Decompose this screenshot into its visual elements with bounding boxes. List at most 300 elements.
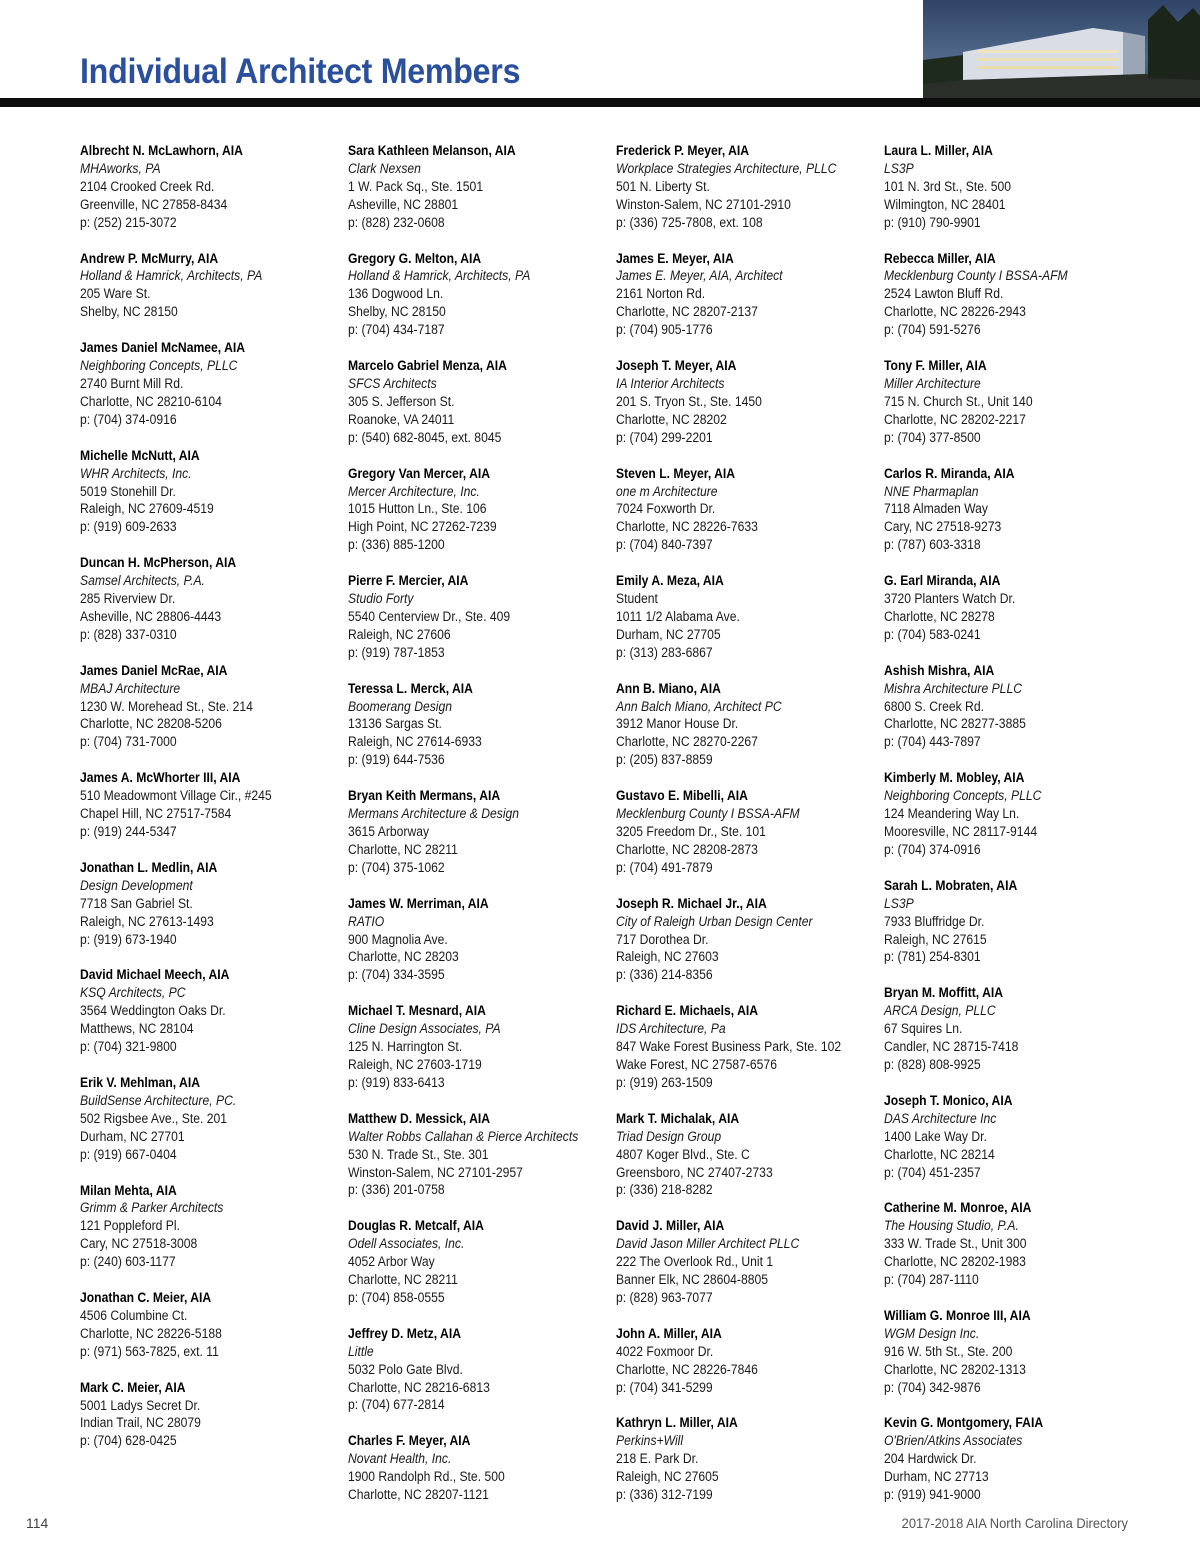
member-entry xyxy=(80,1074,342,1164)
member-name: David Michael Meech, AIA xyxy=(80,967,230,983)
member-firm: Neighboring Concepts, PLLC xyxy=(80,358,238,374)
member-address-line: Raleigh, NC 27609-4519 xyxy=(80,501,214,517)
member-entry xyxy=(884,1307,1146,1397)
member-address-line: Charlotte, NC 28211 xyxy=(348,1272,458,1288)
member-entry xyxy=(80,554,342,644)
member-firm: Miller Architecture xyxy=(884,375,981,391)
member-entry xyxy=(348,1432,610,1504)
member-name: James E. Meyer, AIA xyxy=(616,250,734,266)
member-name: Ann B. Miano, AIA xyxy=(616,680,721,696)
directory-column-2 xyxy=(348,142,610,1522)
member-address-line: 1400 Lake Way Dr. xyxy=(884,1128,987,1144)
member-phone: p: (704) 287-1110 xyxy=(884,1272,979,1288)
member-firm: RATIO xyxy=(348,913,385,929)
member-phone: p: (704) 491-7879 xyxy=(616,859,713,875)
building-photo xyxy=(921,0,1200,98)
member-phone: p: (919) 787-1853 xyxy=(348,644,445,660)
member-entry xyxy=(884,250,1146,340)
member-address-line: 3912 Manor House Dr. xyxy=(616,716,739,732)
member-entry xyxy=(80,859,342,949)
member-phone: p: (336) 725-7808, ext. 108 xyxy=(616,214,763,230)
member-name: Michael T. Mesnard, AIA xyxy=(348,1003,486,1019)
member-entry xyxy=(80,250,342,322)
member-address-line: Chapel Hill, NC 27517-7584 xyxy=(80,806,232,822)
member-address-line: Matthews, NC 28104 xyxy=(80,1021,194,1037)
member-name: Jeffrey D. Metz, AIA xyxy=(348,1325,461,1341)
member-name: Joseph T. Meyer, AIA xyxy=(616,358,737,374)
member-phone: p: (828) 963-7077 xyxy=(616,1289,713,1305)
member-phone: p: (828) 808-9925 xyxy=(884,1056,981,1072)
member-address-line: 3564 Weddington Oaks Dr. xyxy=(80,1003,226,1019)
member-phone: p: (704) 451-2357 xyxy=(884,1164,981,1180)
member-address-line: Charlotte, NC 28208-2873 xyxy=(616,841,758,857)
member-address-line: Wake Forest, NC 27587-6576 xyxy=(616,1056,777,1072)
member-entry xyxy=(80,1379,342,1451)
member-phone: p: (919) 644-7536 xyxy=(348,752,445,768)
building-photo-icon xyxy=(923,0,1200,98)
member-name: James W. Merriman, AIA xyxy=(348,895,489,911)
member-firm: Holland & Hamrick, Architects, PA xyxy=(80,268,263,284)
member-address-line: 1900 Randolph Rd., Ste. 500 xyxy=(348,1469,505,1485)
member-address-line: Charlotte, NC 28207-1121 xyxy=(348,1487,489,1503)
member-address-line: Indian Trail, NC 28079 xyxy=(80,1415,201,1431)
member-name: John A. Miller, AIA xyxy=(616,1325,722,1341)
member-firm: Little xyxy=(348,1343,374,1359)
member-phone: p: (252) 215-3072 xyxy=(80,214,177,230)
member-address-line: 847 Wake Forest Business Park, Ste. 102 xyxy=(616,1039,842,1055)
member-phone: p: (919) 244-5347 xyxy=(80,824,177,839)
member-name: Gustavo E. Mibelli, AIA xyxy=(616,788,748,804)
member-phone: p: (704) 434-7187 xyxy=(348,322,445,338)
member-address-line: 4052 Arbor Way xyxy=(348,1254,435,1270)
member-name: Joseph T. Monico, AIA xyxy=(884,1092,1013,1108)
directory-column-4 xyxy=(884,142,1146,1522)
header-rule xyxy=(0,98,1200,107)
member-name: Richard E. Michaels, AIA xyxy=(616,1003,759,1019)
member-firm: Perkins+Will xyxy=(616,1433,684,1449)
member-entry xyxy=(616,357,878,447)
member-phone: p: (828) 232-0608 xyxy=(348,214,445,230)
member-name: Kimberly M. Mobley, AIA xyxy=(884,770,1025,786)
member-phone: p: (205) 837-8859 xyxy=(616,752,713,768)
member-phone: p: (336) 218-8282 xyxy=(616,1182,713,1198)
member-name: Charles F. Meyer, AIA xyxy=(348,1433,471,1449)
member-address-line: 510 Meadowmont Village Cir., #245 xyxy=(80,788,272,804)
member-name: G. Earl Miranda, AIA xyxy=(884,573,1001,589)
member-firm: Samsel Architects, P.A. xyxy=(80,573,205,589)
member-entry xyxy=(80,662,342,752)
member-address-line: 5540 Centerview Dr., Ste. 409 xyxy=(348,608,511,624)
member-name: Steven L. Meyer, AIA xyxy=(616,465,736,481)
member-name: Matthew D. Messick, AIA xyxy=(348,1110,491,1126)
member-phone: p: (704) 628-0425 xyxy=(80,1433,177,1449)
member-phone: p: (704) 341-5299 xyxy=(616,1379,713,1395)
member-address-line: 5019 Stonehill Dr. xyxy=(80,483,176,499)
member-address-line: 125 N. Harrington St. xyxy=(348,1039,463,1055)
member-name: Teressa L. Merck, AIA xyxy=(348,680,473,696)
member-address-line: Mooresville, NC 28117-9144 xyxy=(884,824,1038,839)
member-address-line: Durham, NC 27701 xyxy=(80,1128,185,1144)
member-firm: Mercer Architecture, Inc. xyxy=(348,483,480,499)
member-name: Pierre F. Mercier, AIA xyxy=(348,573,469,589)
member-firm: one m Architecture xyxy=(616,483,718,499)
member-name: Bryan Keith Mermans, AIA xyxy=(348,788,501,804)
member-name: James Daniel McNamee, AIA xyxy=(80,340,246,356)
page-header xyxy=(0,0,1200,110)
member-address-line: Charlotte, NC 28202-2217 xyxy=(884,411,1026,427)
member-phone: p: (704) 321-9800 xyxy=(80,1039,177,1055)
member-entry xyxy=(884,769,1146,859)
member-firm: David Jason Miller Architect PLLC xyxy=(616,1236,800,1252)
member-address-line: 13136 Sargas St. xyxy=(348,716,442,732)
member-entry xyxy=(616,1414,878,1504)
member-firm: The Housing Studio, P.A. xyxy=(884,1218,1019,1234)
member-address-line: 502 Rigsbee Ave., Ste. 201 xyxy=(80,1110,228,1126)
member-entry xyxy=(884,984,1146,1074)
member-name: Bryan M. Moffitt, AIA xyxy=(884,985,1004,1001)
member-entry xyxy=(348,787,610,877)
member-firm: Holland & Hamrick, Architects, PA xyxy=(348,268,531,284)
member-address-line: 7118 Almaden Way xyxy=(884,501,989,517)
member-address-line: 136 Dogwood Ln. xyxy=(348,286,444,302)
member-address-line: Charlotte, NC 28277-3885 xyxy=(884,716,1026,732)
member-entry xyxy=(348,572,610,662)
member-entry xyxy=(884,1199,1146,1289)
member-phone: p: (336) 885-1200 xyxy=(348,537,445,553)
member-address-line: Charlotte, NC 28226-2943 xyxy=(884,304,1026,320)
member-entry xyxy=(348,465,610,555)
member-name: Albrecht N. McLawhorn, AIA xyxy=(80,143,243,158)
member-firm: O'Brien/Atkins Associates xyxy=(884,1433,1023,1449)
member-address-line: Shelby, NC 28150 xyxy=(80,304,178,320)
member-address-line: Greensboro, NC 27407-2733 xyxy=(616,1164,773,1180)
member-phone: p: (919) 833-6413 xyxy=(348,1074,445,1090)
member-phone: p: (704) 591-5276 xyxy=(884,322,981,338)
member-address-line: Asheville, NC 28806-4443 xyxy=(80,608,222,624)
member-entry xyxy=(348,680,610,770)
member-entry xyxy=(616,465,878,555)
member-address-line: 2740 Burnt Mill Rd. xyxy=(80,375,184,391)
member-firm: Workplace Strategies Architecture, PLLC xyxy=(616,160,837,176)
member-phone: p: (336) 214-8356 xyxy=(616,967,713,983)
member-address-line: 3205 Freedom Dr., Ste. 101 xyxy=(616,824,766,839)
member-name: Kathryn L. Miller, AIA xyxy=(616,1415,738,1431)
member-firm: IDS Architecture, Pa xyxy=(616,1021,726,1037)
member-address-line: Charlotte, NC 28278 xyxy=(884,608,995,624)
member-firm: Mishra Architecture PLLC xyxy=(884,680,1022,696)
member-entry xyxy=(80,339,342,429)
member-address-line: 205 Ware St. xyxy=(80,286,151,302)
member-address-line: Cary, NC 27518-3008 xyxy=(80,1236,198,1252)
member-firm: NNE Pharmaplan xyxy=(884,483,979,499)
member-address-line: 222 The Overlook Rd., Unit 1 xyxy=(616,1254,774,1270)
member-entry xyxy=(80,966,342,1056)
member-firm: Mecklenburg County I BSSA-AFM xyxy=(616,806,800,822)
member-address-line: Asheville, NC 28801 xyxy=(348,196,459,212)
member-address-line: Charlotte, NC 28214 xyxy=(884,1146,995,1162)
member-entry xyxy=(884,877,1146,967)
member-firm: Boomerang Design xyxy=(348,698,453,714)
member-address-line: Charlotte, NC 28202-1313 xyxy=(884,1361,1026,1377)
member-address-line: Raleigh, NC 27603 xyxy=(616,949,719,965)
member-phone: p: (240) 603-1177 xyxy=(80,1254,176,1270)
member-address-line: 7024 Foxworth Dr. xyxy=(616,501,716,517)
member-address-line: Raleigh, NC 27603-1719 xyxy=(348,1056,482,1072)
member-phone: p: (704) 583-0241 xyxy=(884,626,981,642)
member-name: Michelle McNutt, AIA xyxy=(80,447,200,463)
member-phone: p: (910) 790-9901 xyxy=(884,214,981,230)
member-phone: p: (704) 342-9876 xyxy=(884,1379,981,1395)
member-address-line: Raleigh, NC 27606 xyxy=(348,626,451,642)
member-phone: p: (704) 374-0916 xyxy=(80,411,177,427)
member-address-line: 204 Hardwick Dr. xyxy=(884,1451,977,1467)
member-firm: WGM Design Inc. xyxy=(884,1325,980,1341)
member-name: Joseph R. Michael Jr., AIA xyxy=(616,895,767,911)
member-name: Sara Kathleen Melanson, AIA xyxy=(348,143,516,158)
member-name: Duncan H. McPherson, AIA xyxy=(80,555,237,571)
member-address-line: 715 N. Church St., Unit 140 xyxy=(884,393,1033,409)
member-address-line: 285 Riverview Dr. xyxy=(80,591,176,607)
member-name: Mark T. Michalak, AIA xyxy=(616,1110,740,1126)
member-entry xyxy=(884,662,1146,752)
member-entry xyxy=(348,1325,610,1415)
member-firm: Design Development xyxy=(80,877,193,893)
member-address-line: Shelby, NC 28150 xyxy=(348,304,446,320)
member-address-line: 900 Magnolia Ave. xyxy=(348,931,448,947)
member-name: Rebecca Miller, AIA xyxy=(884,250,996,266)
member-address-line: 530 N. Trade St., Ste. 301 xyxy=(348,1146,489,1162)
member-address-line: Charlotte, NC 28226-5188 xyxy=(80,1325,222,1341)
member-firm: KSQ Architects, PC xyxy=(80,985,186,1001)
member-address-line: Charlotte, NC 28270-2267 xyxy=(616,734,758,750)
member-phone: p: (919) 673-1940 xyxy=(80,931,177,947)
member-address-line: 7933 Bluffridge Dr. xyxy=(884,913,985,929)
member-name: Marcelo Gabriel Menza, AIA xyxy=(348,358,507,374)
member-firm: Walter Robbs Callahan & Pierce Architects xyxy=(348,1128,579,1144)
member-phone: p: (919) 609-2633 xyxy=(80,519,177,535)
member-phone: p: (704) 375-1062 xyxy=(348,859,445,875)
member-entry xyxy=(616,250,878,340)
member-address-line: Durham, NC 27713 xyxy=(884,1469,989,1485)
member-entry xyxy=(616,895,878,985)
member-entry xyxy=(348,250,610,340)
member-entry xyxy=(80,1182,342,1272)
member-phone: p: (313) 283-6867 xyxy=(616,644,713,660)
member-address-line: Charlotte, NC 28202-1983 xyxy=(884,1254,1026,1270)
member-firm: Novant Health, Inc. xyxy=(348,1451,452,1467)
member-address-line: Durham, NC 27705 xyxy=(616,626,721,642)
member-entry xyxy=(348,1217,610,1307)
member-name: Jonathan L. Medlin, AIA xyxy=(80,859,218,875)
member-phone: p: (919) 263-1509 xyxy=(616,1074,713,1090)
member-address-line: Charlotte, NC 28207-2137 xyxy=(616,304,758,320)
member-firm: Grimm & Parker Architects xyxy=(80,1200,224,1216)
member-address-line: Charlotte, NC 28202 xyxy=(616,411,727,427)
member-address-line: 3615 Arborway xyxy=(348,824,430,839)
directory-column-1 xyxy=(80,142,342,1468)
member-entry xyxy=(348,1002,610,1092)
member-phone: p: (704) 731-7000 xyxy=(80,734,177,750)
member-firm: SFCS Architects xyxy=(348,375,437,391)
member-phone: p: (704) 334-3595 xyxy=(348,967,445,983)
member-address-line: 5032 Polo Gate Blvd. xyxy=(348,1361,463,1377)
member-address-line: Charlotte, NC 28226-7633 xyxy=(616,519,758,535)
member-name: William G. Monroe III, AIA xyxy=(884,1307,1031,1323)
member-address-line: Roanoke, VA 24011 xyxy=(348,411,455,427)
member-name: Ashish Mishra, AIA xyxy=(884,662,995,678)
member-entry xyxy=(80,142,342,232)
member-address-line: 1011 1/2 Alabama Ave. xyxy=(616,608,740,624)
member-firm: Neighboring Concepts, PLLC xyxy=(884,788,1042,804)
member-address-line: 717 Dorothea Dr. xyxy=(616,931,709,947)
member-address-line: 1230 W. Morehead St., Ste. 214 xyxy=(80,698,253,714)
member-name: Jonathan C. Meier, AIA xyxy=(80,1290,212,1306)
member-address-line: Charlotte, NC 28211 xyxy=(348,841,458,857)
member-firm: ARCA Design, PLLC xyxy=(884,1003,996,1019)
member-firm: BuildSense Architecture, PC. xyxy=(80,1092,237,1108)
member-firm: LS3P xyxy=(884,160,914,176)
member-address-line: 1015 Hutton Ln., Ste. 106 xyxy=(348,501,487,517)
member-firm: City of Raleigh Urban Design Center xyxy=(616,913,813,929)
member-address-line: Raleigh, NC 27615 xyxy=(884,931,987,947)
member-name: Frederick P. Meyer, AIA xyxy=(616,143,750,158)
member-name: Erik V. Mehlman, AIA xyxy=(80,1074,200,1090)
page-number: 114 xyxy=(26,1515,49,1531)
member-phone: p: (704) 299-2201 xyxy=(616,429,713,445)
member-firm: MHAworks, PA xyxy=(80,160,161,176)
page-title: Individual Architect Members xyxy=(80,52,521,91)
member-address-line: 101 N. 3rd St., Ste. 500 xyxy=(884,178,1011,194)
member-firm: Odell Associates, Inc. xyxy=(348,1236,465,1252)
member-address-line: Winston-Salem, NC 27101-2910 xyxy=(616,196,791,212)
member-name: Gregory Van Mercer, AIA xyxy=(348,465,491,481)
member-address-line: 916 W. 5th St., Ste. 200 xyxy=(884,1343,1013,1359)
member-phone: p: (540) 682-8045, ext. 8045 xyxy=(348,429,502,445)
member-address-line: Banner Elk, NC 28604-8805 xyxy=(616,1272,768,1288)
member-entry xyxy=(884,142,1146,232)
member-phone: p: (704) 858-0555 xyxy=(348,1289,445,1305)
member-entry xyxy=(348,357,610,447)
member-entry xyxy=(616,1217,878,1307)
member-address-line: 201 S. Tryon St., Ste. 1450 xyxy=(616,393,762,409)
member-address-line: 2524 Lawton Bluff Rd. xyxy=(884,286,1004,302)
member-phone: p: (704) 905-1776 xyxy=(616,322,713,338)
member-name: Carlos R. Miranda, AIA xyxy=(884,465,1015,481)
member-entry xyxy=(348,1110,610,1200)
member-address-line: 333 W. Trade St., Unit 300 xyxy=(884,1236,1027,1252)
member-firm: DAS Architecture Inc xyxy=(884,1110,997,1126)
member-phone: p: (787) 603-3318 xyxy=(884,537,981,553)
member-address-line: 3720 Planters Watch Dr. xyxy=(884,591,1016,607)
member-address-line: Charlotte, NC 28208-5206 xyxy=(80,716,222,732)
member-entry xyxy=(884,572,1146,644)
member-address-line: 1 W. Pack Sq., Ste. 1501 xyxy=(348,178,484,194)
member-name: Mark C. Meier, AIA xyxy=(80,1379,186,1395)
member-address-line: Candler, NC 28715-7418 xyxy=(884,1039,1019,1055)
member-address-line: 124 Meandering Way Ln. xyxy=(884,806,1020,822)
member-address-line: High Point, NC 27262-7239 xyxy=(348,519,497,535)
member-address-line: Raleigh, NC 27613-1493 xyxy=(80,913,214,929)
member-address-line: Charlotte, NC 28210-6104 xyxy=(80,393,222,409)
member-address-line: 4807 Koger Blvd., Ste. C xyxy=(616,1146,750,1162)
member-name: James Daniel McRae, AIA xyxy=(80,662,228,678)
member-entry xyxy=(616,680,878,770)
member-firm: WHR Architects, Inc. xyxy=(80,465,192,481)
member-address-line: Student xyxy=(616,591,658,607)
member-phone: p: (704) 840-7397 xyxy=(616,537,713,553)
member-address-line: Charlotte, NC 28203 xyxy=(348,949,459,965)
member-entry xyxy=(616,572,878,662)
member-entry xyxy=(616,787,878,877)
member-phone: p: (781) 254-8301 xyxy=(884,949,981,965)
member-entry xyxy=(616,142,878,232)
member-phone: p: (919) 941-9000 xyxy=(884,1487,981,1503)
member-phone: p: (971) 563-7825, ext. 11 xyxy=(80,1343,219,1359)
member-name: Tony F. Miller, AIA xyxy=(884,358,987,374)
member-name: David J. Miller, AIA xyxy=(616,1218,725,1234)
member-address-line: Charlotte, NC 28226-7846 xyxy=(616,1361,758,1377)
member-address-line: 121 Poppleford Pl. xyxy=(80,1218,180,1234)
member-firm: Mecklenburg County I BSSA-AFM xyxy=(884,268,1068,284)
member-address-line: Raleigh, NC 27614-6933 xyxy=(348,734,482,750)
member-entry xyxy=(884,465,1146,555)
member-name: Milan Mehta, AIA xyxy=(80,1182,177,1198)
member-phone: p: (919) 667-0404 xyxy=(80,1146,177,1162)
member-entry xyxy=(616,1002,878,1092)
member-entry xyxy=(348,895,610,985)
member-firm: Mermans Architecture & Design xyxy=(348,806,520,822)
member-name: Catherine M. Monroe, AIA xyxy=(884,1200,1032,1216)
member-name: Laura L. Miller, AIA xyxy=(884,143,993,158)
member-address-line: Greenville, NC 27858-8434 xyxy=(80,196,228,212)
member-phone: p: (336) 312-7199 xyxy=(616,1487,713,1503)
member-name: Gregory G. Melton, AIA xyxy=(348,250,482,266)
member-phone: p: (704) 377-8500 xyxy=(884,429,981,445)
member-phone: p: (336) 201-0758 xyxy=(348,1182,445,1198)
member-name: Kevin G. Montgomery, FAIA xyxy=(884,1415,1044,1431)
member-address-line: Winston-Salem, NC 27101-2957 xyxy=(348,1164,523,1180)
member-address-line: 2161 Norton Rd. xyxy=(616,286,706,302)
member-address-line: 5001 Ladys Secret Dr. xyxy=(80,1397,201,1413)
member-firm: Triad Design Group xyxy=(616,1128,722,1144)
member-firm: MBAJ Architecture xyxy=(80,680,181,696)
member-address-line: 6800 S. Creek Rd. xyxy=(884,698,984,714)
member-entry xyxy=(884,1092,1146,1182)
directory-title: 2017-2018 AIA North Carolina Directory xyxy=(901,1515,1128,1531)
member-firm: IA Interior Architects xyxy=(616,375,725,391)
member-address-line: 4022 Foxmoor Dr. xyxy=(616,1343,714,1359)
member-name: Andrew P. McMurry, AIA xyxy=(80,250,219,266)
member-address-line: Wilmington, NC 28401 xyxy=(884,196,1006,212)
member-name: Emily A. Meza, AIA xyxy=(616,573,724,589)
member-name: Sarah L. Mobraten, AIA xyxy=(884,877,1018,893)
member-entry xyxy=(80,769,342,841)
member-firm: Clark Nexsen xyxy=(348,160,421,176)
member-phone: p: (828) 337-0310 xyxy=(80,626,177,642)
member-address-line: 2104 Crooked Creek Rd. xyxy=(80,178,215,194)
member-entry xyxy=(616,1110,878,1200)
member-firm: Ann Balch Miano, Architect PC xyxy=(616,698,782,714)
member-phone: p: (704) 443-7897 xyxy=(884,734,981,750)
member-entry xyxy=(80,447,342,537)
member-entry xyxy=(616,1325,878,1397)
member-phone: p: (704) 374-0916 xyxy=(884,841,981,857)
directory-column-3 xyxy=(616,142,878,1522)
member-address-line: 218 E. Park Dr. xyxy=(616,1451,699,1467)
member-entry xyxy=(348,142,610,232)
member-address-line: 67 Squires Ln. xyxy=(884,1021,963,1037)
member-address-line: Cary, NC 27518-9273 xyxy=(884,519,1002,535)
